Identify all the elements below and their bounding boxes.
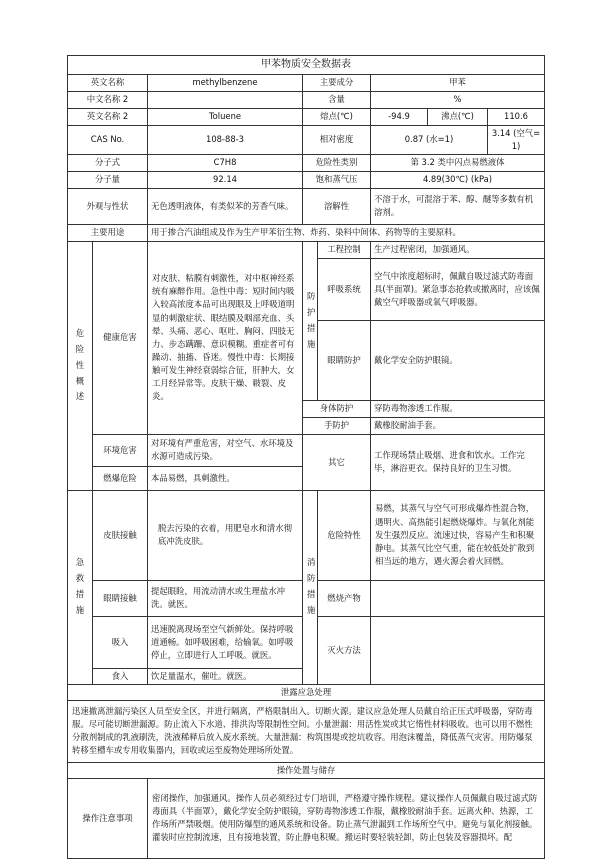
health-hazard-text: 对皮肤、粘膜有刺激性，对中枢神经系统有麻醉作用。急性中毒：短时间内吸入较高浓度本品可出现眼及上呼吸道明显的刺激症状、眼结膜及咽部充血、头晕、头痛、恶心、呕吐、胸闷、四肢无力、步态蹒跚、意识模糊。重症者可有躁动、抽搐、昏迷。慢性中毒：长期接触可发生神经衰弱综合征，肝肿大，女工月经异常等。皮肤干燥、皲裂、皮炎。	[148, 241, 303, 434]
other-protect-text: 工作现场禁止吸烟、进食和饮水。工作完毕，淋浴更衣。保持良好的卫生习惯。	[371, 434, 545, 490]
operation-notes-label: 操作注意事项	[68, 778, 148, 858]
danger-char-text: 易燃，其蒸气与空气可形成爆炸性混合物，遇明火、高热能引起燃烧爆炸。与氧化剂能发生强烈反应。流速过快，容易产生和积聚静电。其蒸气比空气重，能在较低处扩散到相当远的地方，遇火源会着火回燃。	[371, 490, 545, 580]
eye-protect-label: 眼睛防护	[318, 320, 371, 400]
appearance-value: 无色透明液体，有类似苯的芳香气味。	[148, 188, 303, 224]
combustion-products-value	[371, 580, 545, 616]
main-comp-label: 主要成分	[303, 74, 371, 91]
operation-notes-text: 密闭操作，加强通风。操作人员必须经过专门培训，严格遵守操作规程。建议操作人员佩戴自吸过滤式防毒面具（半面罩），戴化学安全防护眼镜，穿防毒物渗透工作服，戴橡胶耐油手套。远离火种、热源，工作场所严禁吸烟。使用防爆型的通风系统和设备。防止蒸气泄漏到工作场所空气中。避免与氧化剂接触。灌装时应控制流速，且有接地装置，防止静电积聚。搬运时要轻装轻卸，防止包装及容器损坏。配	[148, 778, 545, 858]
ingestion-text: 饮足量温水，催吐。就医。	[148, 668, 303, 684]
cn-name2-label: 中文名称 2	[68, 91, 148, 108]
danger-char-label: 危险特性	[318, 490, 371, 580]
boiling-point-value: 110.6	[488, 108, 545, 125]
handling-section-header: 操作处置与储存	[68, 762, 545, 778]
main-comp-value: 甲苯	[371, 74, 545, 91]
en-name2-label: 英文名称 2	[68, 108, 148, 125]
eye-protect-text: 戴化学安全防护眼镜。	[371, 320, 545, 400]
ingestion-label: 食入	[93, 668, 148, 684]
mw-value: 92.14	[148, 171, 303, 188]
hazard-class-value: 第 3.2 类中闪点易燃液体	[371, 154, 545, 171]
rel-density-label: 相对密度	[303, 125, 371, 154]
resp-protect-label: 呼吸系统	[318, 258, 371, 320]
firstaid-section-label: 急 救 措 施	[68, 490, 93, 684]
hand-protect-label: 手防护	[303, 417, 371, 434]
content-value: %	[371, 91, 545, 108]
env-hazard-label: 环境危害	[93, 434, 148, 466]
mw-label: 分子量	[68, 171, 148, 188]
page-title: 甲苯物质安全数据表	[68, 56, 545, 75]
msds-sheet	[67, 55, 544, 859]
solubility-label: 溶解性	[303, 188, 371, 224]
boiling-point-label: 沸点(℃)	[428, 108, 488, 125]
extinguish-method-label: 灭火方法	[318, 616, 371, 684]
hazard-section-label: 危 险 性 概 述	[68, 241, 93, 490]
content-label: 含量	[303, 91, 371, 108]
en-name-label: 英文名称	[68, 74, 148, 91]
combustion-products-label: 燃烧产物	[318, 580, 371, 616]
use-label: 主要用途	[68, 224, 148, 241]
leak-section-text: 迅速撤离泄漏污染区人员至安全区，并进行隔离，严格限制出入。切断火源。建议应急处理人员戴自给正压式呼吸器，穿防毒服。尽可能切断泄漏源。防止流入下水道、排洪沟等限制性空间。小量泄漏：用活性炭或其它惰性材料吸收。也可以用不燃性分散剂制成的乳液刷洗，洗液稀释后放入废水系统。大量泄漏：构筑围堤或挖坑收容。用泡沫覆盖，降低蒸气灾害。用防爆泵转移至槽车或专用收集器内，回收或运至废物处理场所处置。	[68, 700, 545, 762]
eng-control-label: 工程控制	[318, 241, 371, 258]
vapor-label: 饱和蒸气压	[303, 171, 371, 188]
firefight-section-label: 消 防 措 施	[303, 490, 318, 684]
skin-contact-label: 皮肤接触	[93, 490, 148, 580]
body-protect-label: 身体防护	[303, 400, 371, 417]
use-value: 用于掺合汽油组成及作为生产甲苯衍生物、炸药、染料中间体、药物等的主要原料。	[148, 224, 545, 241]
other-protect-label: 其它	[303, 434, 371, 490]
inhalation-text: 迅速脱离现场至空气新鲜处。保持呼吸道通畅。如呼吸困难，给输氧。如呼吸停止，立即进行人工呼吸。就医。	[148, 616, 303, 668]
eye-contact-text: 提起眼睑，用流动清水或生理盐水冲洗。就医。	[148, 580, 303, 616]
eng-control-text: 生产过程密闭，加强通风。	[371, 241, 545, 258]
fire-hazard-label: 燃爆危险	[93, 466, 148, 490]
health-hazard-label: 健康危害	[93, 241, 148, 434]
formula-value: C7H8	[148, 154, 303, 171]
leak-section-header: 泄露应急处理	[68, 684, 545, 700]
cas-value: 108-88-3	[148, 125, 303, 154]
vapor-value: 4.89(30℃) (kPa)	[371, 171, 545, 188]
protection-section-label: 防 护 措 施	[303, 241, 318, 400]
melting-point-label: 熔点(℃)	[303, 108, 371, 125]
cn-name2-value	[148, 91, 303, 108]
msds-table	[67, 55, 545, 859]
rel-density-air: 3.14 (空气=1)	[488, 125, 545, 154]
rel-density-water: 0.87 (水=1)	[371, 125, 488, 154]
fire-hazard-text: 本品易燃，具刺激性。	[148, 466, 303, 490]
body-protect-text: 穿防毒物渗透工作服。	[371, 400, 545, 417]
hand-protect-text: 戴橡胶耐油手套。	[371, 417, 545, 434]
inhalation-label: 吸入	[93, 616, 148, 668]
cas-label: CAS No.	[68, 125, 148, 154]
en-name-value: methylbenzene	[148, 74, 303, 91]
env-hazard-text: 对环境有严重危害，对空气、水环境及水源可造成污染。	[148, 434, 303, 466]
solubility-value: 不溶于水，可混溶于苯、醇、醚等多数有机溶剂。	[371, 188, 545, 224]
skin-contact-text: 脱去污染的衣着，用肥皂水和清水彻底冲洗皮肤。	[148, 490, 303, 580]
eye-contact-label: 眼睛接触	[93, 580, 148, 616]
formula-label: 分子式	[68, 154, 148, 171]
en-name2-value: Toluene	[148, 108, 303, 125]
resp-protect-text: 空气中浓度超标时，佩戴自吸过滤式防毒面具(半面罩)。紧急事态抢救或撤离时，应该佩戴空气呼吸器或氧气呼吸器。	[371, 258, 545, 320]
hazard-class-label: 危险性类别	[303, 154, 371, 171]
melting-point-value: -94.9	[371, 108, 428, 125]
extinguish-method-value	[371, 616, 545, 684]
appearance-label: 外观与性状	[68, 188, 148, 224]
